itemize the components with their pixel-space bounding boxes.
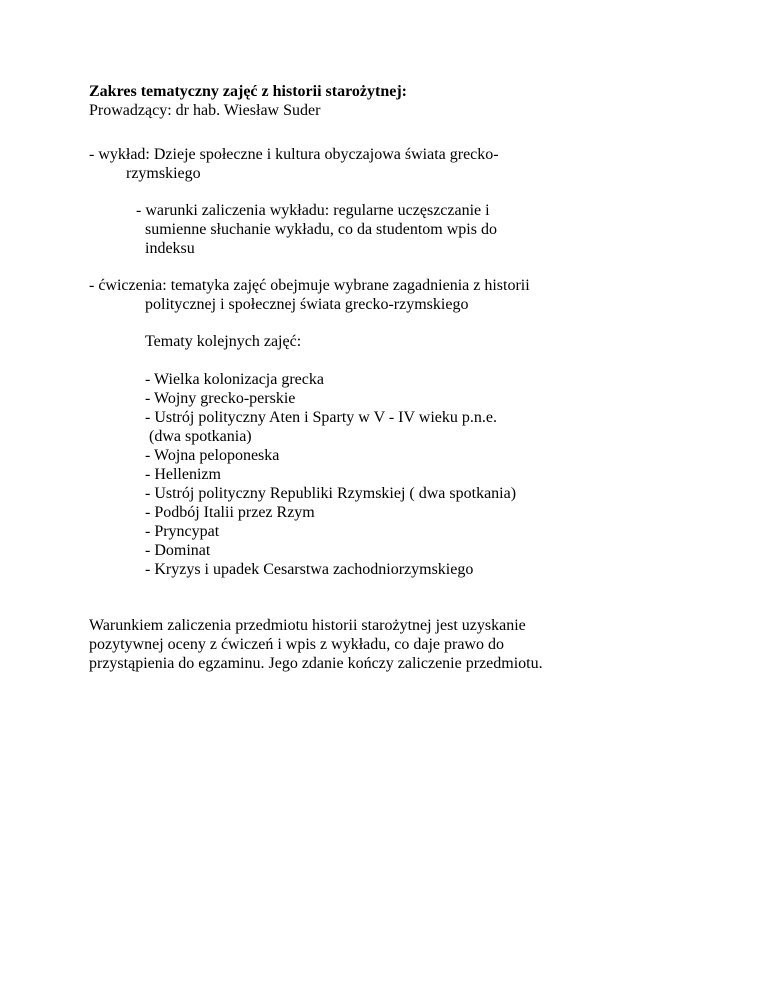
topic-item: - Podbój Italii przez Rzym	[145, 504, 315, 521]
exercises-line: - ćwiczenia: tematyka zajęć obejmuje wybrane zagadnienia z historii	[89, 277, 530, 294]
topic-item: - Wielka kolonizacja grecka	[145, 371, 324, 388]
topic-item: - Ustrój polityczny Republiki Rzymskiej ( dwa spotkania)	[145, 485, 517, 502]
topic-item: - Pryncypat	[145, 523, 220, 540]
topic-item-continued: (dwa spotkania)	[145, 428, 252, 445]
lecture-conditions-line: sumienne słuchanie wykładu, co da studentom wpis do	[145, 221, 497, 238]
topic-item: - Wojna peloponeska	[145, 447, 280, 464]
topic-item: - Wojny grecko-perskie	[145, 390, 296, 407]
instructor-line: Prowadzący: dr hab. Wiesław Suder	[89, 102, 321, 119]
lecture-line: - wykład: Dzieje społeczne i kultura obyczajowa świata grecko-	[89, 146, 499, 163]
topic-item: - Hellenizm	[145, 466, 221, 483]
topics-heading: Tematy kolejnych zajęć:	[145, 333, 302, 350]
summary-line: pozytywnej oceny z ćwiczeń i wpis z wykładu, co daje prawo do	[89, 636, 504, 653]
summary-line: Warunkiem zaliczenia przedmiotu historii starożytnej jest uzyskanie	[89, 617, 526, 634]
topic-item: - Ustrój polityczny Aten i Sparty w V - IV wieku p.n.e.	[145, 409, 497, 426]
topic-item: - Dominat	[145, 542, 211, 559]
lecture-conditions-line: indeksu	[145, 240, 195, 257]
lecture-conditions-line: - warunki zaliczenia wykładu: regularne uczęszczanie i	[136, 202, 490, 219]
lecture-line-continued: rzymskiego	[126, 165, 201, 182]
summary-line: przystąpienia do egzaminu. Jego zdanie kończy zaliczenie przedmiotu.	[89, 655, 543, 672]
topic-item: - Kryzys i upadek Cesarstwa zachodniorzymskiego	[145, 561, 474, 578]
exercises-line-continued: politycznej i społecznej świata grecko-rzymskiego	[145, 296, 469, 313]
document-title: Zakres tematyczny zajęć z historii starożytnej:	[89, 83, 407, 100]
